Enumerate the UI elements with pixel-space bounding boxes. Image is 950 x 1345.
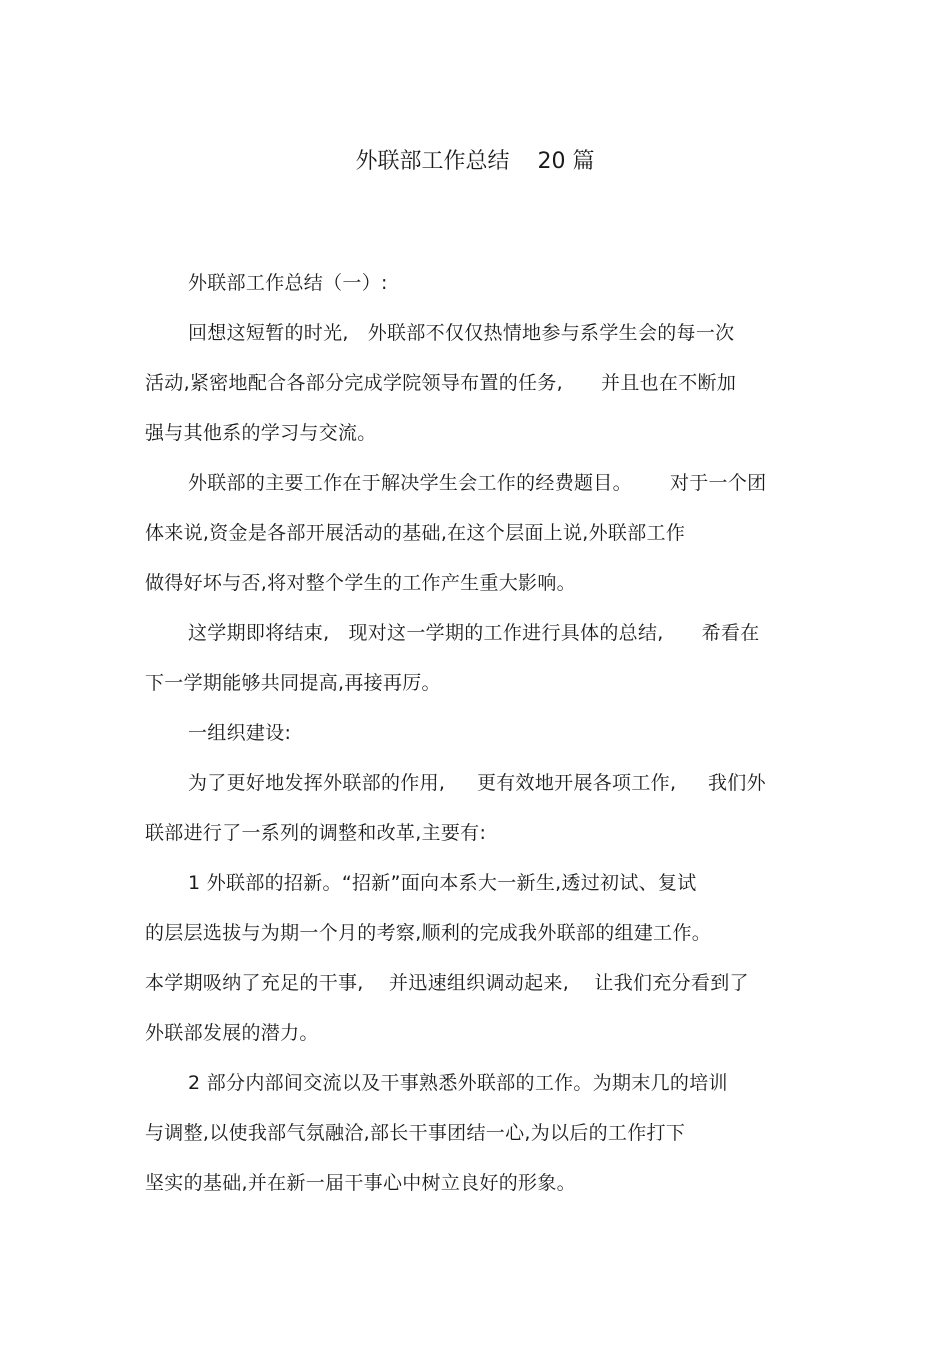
paragraph-line: 活动,紧密地配合各部分完成学院领导布置的任务, 并且也在不断加	[145, 372, 737, 394]
section-heading: 外联部工作总结（一）:	[188, 272, 388, 294]
paragraph-line: 做得好坏与否,将对整个学生的工作产生重大影响。	[145, 572, 576, 594]
paragraph-line: 外联部发展的潜力。	[145, 1022, 319, 1044]
paragraph-line: 为了更好地发挥外联部的作用, 更有效地开展各项工作, 我们外	[188, 772, 766, 794]
paragraph-line: 联部进行了一系列的调整和改革,主要有:	[145, 822, 487, 844]
subsection-heading: 一组织建设:	[188, 722, 292, 744]
paragraph-line: 这学期即将结束, 现对这一学期的工作进行具体的总结, 希看在	[188, 622, 760, 644]
paragraph-line: 体来说,资金是各部开展活动的基础,在这个层面上说,外联部工作	[145, 522, 686, 544]
paragraph-line: 坚实的基础,并在新一届干事心中树立良好的形象。	[145, 1172, 576, 1194]
paragraph-line: 1 外联部的招新。“招新”面向本系大一新生,透过初试、复试	[188, 872, 697, 894]
paragraph-line: 下一学期能够共同提高,再接再厉。	[145, 672, 441, 694]
paragraph-line: 本学期吸纳了充足的干事, 并迅速组织调动起来, 让我们充分看到了	[145, 972, 749, 994]
paragraph-line: 强与其他系的学习与交流。	[145, 422, 377, 444]
paragraph-line: 2 部分内部间交流以及干事熟悉外联部的工作。为期末几的培训	[188, 1072, 728, 1094]
paragraph-line: 的层层选拔与为期一个月的考察,顺利的完成我外联部的组建工作。	[145, 922, 712, 944]
paragraph-line: 与调整,以使我部气氛融洽,部长干事团结一心,为以后的工作打下	[145, 1122, 686, 1144]
paragraph-line: 回想这短暂的时光, 外联部不仅仅热情地参与系学生会的每一次	[188, 322, 735, 344]
document-title: 外联部工作总结 20 篇	[355, 149, 595, 174]
paragraph-line: 外联部的主要工作在于解决学生会工作的经费题目。 对于一个团	[188, 472, 767, 494]
